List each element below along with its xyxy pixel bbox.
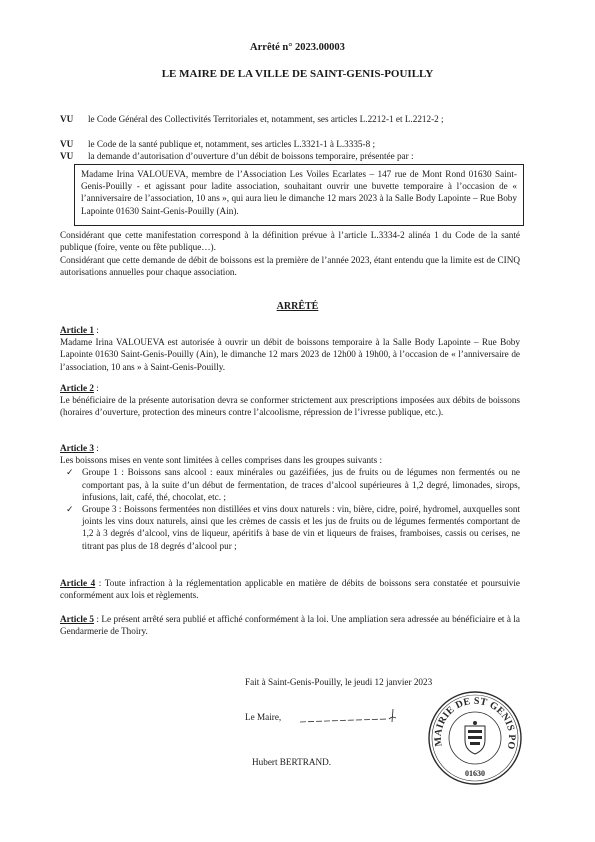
article-3: [60, 442, 520, 552]
article-4-colon: :: [95, 578, 105, 588]
groups-list: [60, 466, 520, 551]
arrete-number: Arrêté n° 2023.00003: [250, 42, 345, 53]
vu-text: le Code de la santé publique et, notamment, ses articles L.3321-1 à L.3335-8 ;: [88, 139, 376, 149]
article-1-colon: :: [93, 325, 99, 335]
signature-icon: [300, 718, 390, 724]
coat-of-arms-icon: [465, 721, 485, 754]
checkmark-icon: ✓: [66, 504, 74, 515]
signature-mark-icon: [386, 708, 398, 724]
checkmark-icon: ✓: [66, 467, 74, 478]
considerant-1: Considérant que cette manifestation correspond à la définition prévue à l’article L.3334-2 alinéa 1 du Code de la santé publique (foire, vente ou fête publique…).: [60, 230, 520, 253]
article-5: [60, 613, 520, 637]
article-2-text: Le bénéficiaire de la présente autorisation devra se conformer strictement aux prescriptions imposées aux débits de boissons (horaires d’ouverture, protection des mineurs contre l’alcoolisme, répression de l’ivresse publique, etc.).: [60, 395, 520, 418]
considerant-2: Considérant que cette demande de débit de boissons est la première de l’année 2023, étant entendu que la limite est de CINQ autorisations annuelles pour chaque association.: [60, 255, 520, 278]
vu-key: VU: [60, 139, 74, 149]
article-5-colon: :: [94, 614, 102, 624]
applicant-box: Madame Irina VALOUEVA, membre de l’Association Les Voiles Ecarlates – 147 rue de Mont Rond 01630 Saint-Genis-Pouilly - et agissant pour ladite association, souhaitant ouvrir une buvette temporaire à l’occasion de « l’anniversaire de l’association, 10 ans », qui aura lieu le dimanche 12 mars 2023 à la Salle Body Lapointe – Rue Boby Lapointe 01630 Saint-Genis-Pouilly (Ain).: [74, 164, 524, 226]
authority-title: LE MAIRE DE LA VILLE DE SAINT-GENIS-POUILLY: [161, 68, 434, 80]
vu-key: VU: [60, 151, 74, 161]
group-3-text: Groupe 3 : Boissons fermentées non distillées et vins doux naturels : vin, bière, cidre, poiré, hydromel, auxquelles sont joints les vins doux naturels, ainsi que les crèmes de cassis et les jus de fruits ou de légumes fermentés comportant de 1,2 à 3 degrés d’alcool, vins de liqueur, apéritifs à base de vin et liqueurs de fraises, framboises, cassis ou cerises, ne titrant pas plus de 18 degrés d’alcool pur ;: [82, 504, 520, 551]
svg-text:MAIRIE DE ST GENIS POUILLY: [427, 690, 517, 750]
article-1-heading: Article 1: [60, 325, 94, 335]
article-2: [60, 382, 520, 419]
stamp-postcode: 01630: [465, 769, 485, 778]
article-5-heading: Article 5: [60, 614, 95, 624]
arrete-heading: ARRÊTÉ: [276, 301, 319, 312]
article-1: [60, 324, 520, 373]
vu-key: VU: [60, 114, 74, 124]
article-4-heading: Article 4: [60, 578, 96, 588]
list-item: [60, 466, 520, 503]
article-3-intro: Les boissons mises en vente sont limitées à celles comprises dans les groupes suivants :: [60, 455, 383, 466]
article-3-colon: :: [93, 443, 99, 453]
group-1-text: Groupe 1 : Boissons sans alcool : eaux minérales ou gazéifiées, jus de fruits ou de légumes non fermentés ou ne comportant pas, à la suite d’un début de fermentation, de traces d’alcool supérieures à 1,2 degré, limonades, sirops, infusions, lait, café, thé, chocolat, etc. ;: [82, 467, 520, 502]
stamp-ring-text: MAIRIE DE ST GENIS PO: [432, 695, 518, 751]
article-5-text: Le présent arrêté sera publié et affiché conformément à la loi. Une ampliation sera adressée au bénéficiaire et à la Gendarmerie de Thoiry.: [60, 614, 520, 637]
vu-text: la demande d’autorisation d’ouverture d’un débit de boissons temporaire, présentée par :: [88, 151, 414, 161]
article-2-colon: :: [93, 383, 99, 393]
article-2-heading: Article 2: [60, 383, 94, 393]
mairie-stamp: [427, 690, 523, 786]
stamp-icon: [427, 690, 523, 786]
article-1-text: Madame Irina VALOUEVA est autorisée à ouvrir un débit de boissons temporaire à la Salle Body Lapointe – Rue Boby Lapointe 01630 Saint-Genis-Pouilly (Ain), le dimanche 12 mars 2023 de 12h00 à 19h00, à l’occasion de « l’anniversaire de l’association, 10 ans » à Saint-Genis-Pouilly.: [60, 337, 520, 372]
article-3-heading: Article 3: [60, 443, 94, 453]
vu-text: le Code Général des Collectivités Territoriales et, notamment, ses articles L.2212-1 et L.2212-2 ;: [88, 114, 444, 124]
article-4-text: Toute infraction à la réglementation applicable en matière de débits de boissons sera constatée et poursuivie conformément aux lois et règlements.: [60, 578, 520, 601]
signer-name: Hubert BERTRAND.: [252, 757, 332, 767]
signer-title: Le Maire,: [245, 712, 282, 722]
place-date: Fait à Saint-Genis-Pouilly, le jeudi 12 janvier 2023: [245, 677, 433, 687]
article-4: [60, 577, 520, 601]
list-item: [60, 503, 520, 552]
